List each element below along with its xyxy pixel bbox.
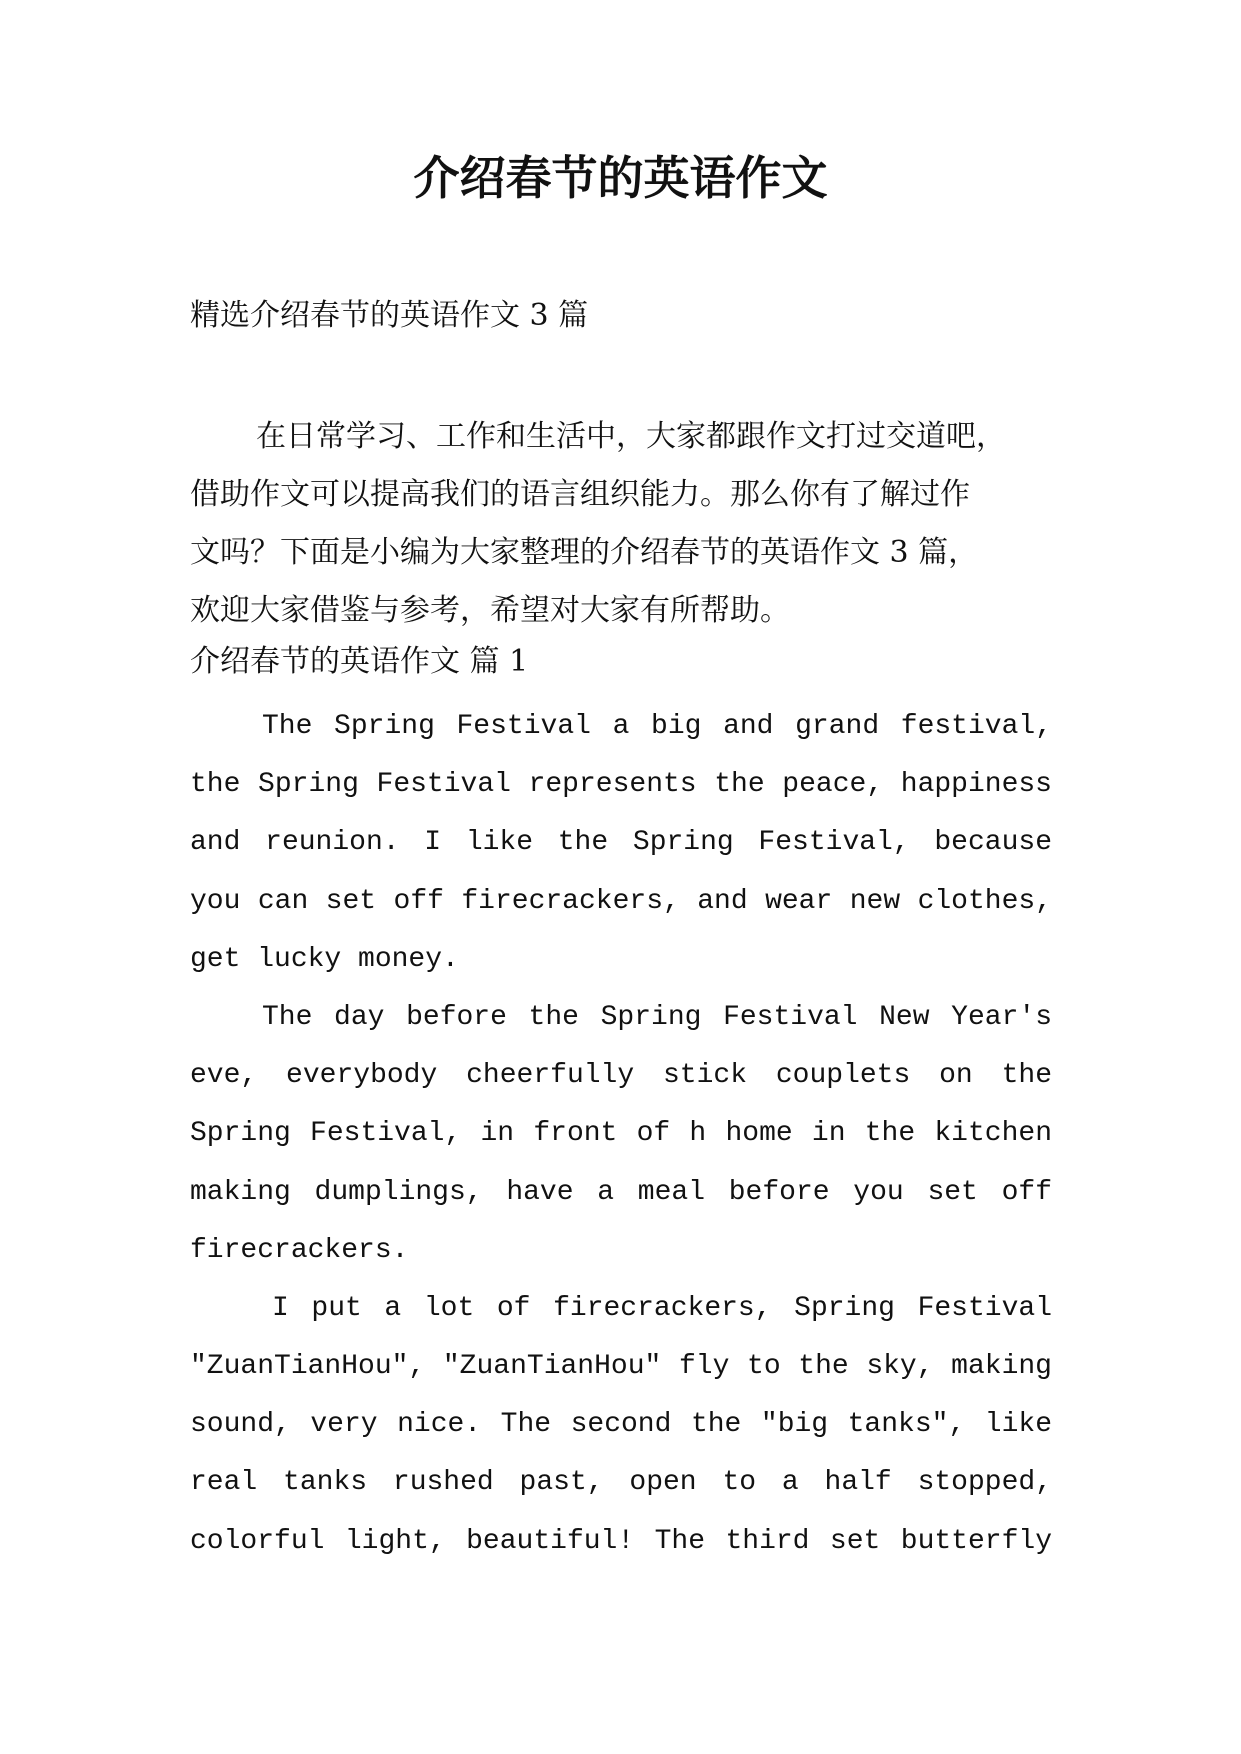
essay-body [190, 698, 1052, 1571]
essay-line: real tanks rushed past, open to a half stopped, [190, 1467, 1052, 1499]
intro-line: 在日常学习、工作和生活中，大家都跟作文打过交道吧， [256, 419, 1006, 454]
essay-line: sound, very nice. The second the "big tanks", like [190, 1409, 1052, 1441]
essay-line: eve, everybody cheerfully stick couplets on the [190, 1060, 1052, 1092]
intro-line: 欢迎大家借鉴与参考，希望对大家有所帮助。 [190, 593, 790, 628]
essay-line: I put a lot of firecrackers, Spring Festival [272, 1292, 1052, 1324]
essay-line: Spring Festival, in front of h home in the kitchen [190, 1118, 1052, 1150]
essay-line: get lucky money. [190, 943, 459, 975]
essay-line: The day before the Spring Festival New Year's [262, 1001, 1052, 1033]
essay-line: The Spring Festival a big and grand festival, [262, 711, 1052, 742]
essay-line: the Spring Festival represents the peace, happiness [190, 769, 1052, 801]
essay-line: making dumplings, have a meal before you set off [190, 1176, 1052, 1208]
document-title: 介绍春节的英语作文 [413, 151, 828, 205]
essay-line: "ZuanTianHou", "ZuanTianHou" fly to the sky, making [190, 1351, 1052, 1383]
intro-paragraph [190, 408, 1070, 640]
essay-line: and reunion. I like the Spring Festival, because [190, 827, 1052, 859]
document-subtitle: 精选介绍春节的英语作文 3 篇 [190, 298, 589, 333]
essay-line: firecrackers. [190, 1234, 409, 1266]
intro-line: 文吗？下面是小编为大家整理的介绍春节的英语作文 3 篇， [190, 535, 979, 570]
essay-line: colorful light, beautiful! The third set butterfly [190, 1525, 1052, 1557]
essay-line: you can set off firecrackers, and wear new clothes, [190, 885, 1052, 917]
section-heading: 介绍春节的英语作文 篇 1 [190, 644, 529, 679]
intro-line: 借助作文可以提高我们的语言组织能力。那么你有了解过作 [190, 477, 970, 512]
